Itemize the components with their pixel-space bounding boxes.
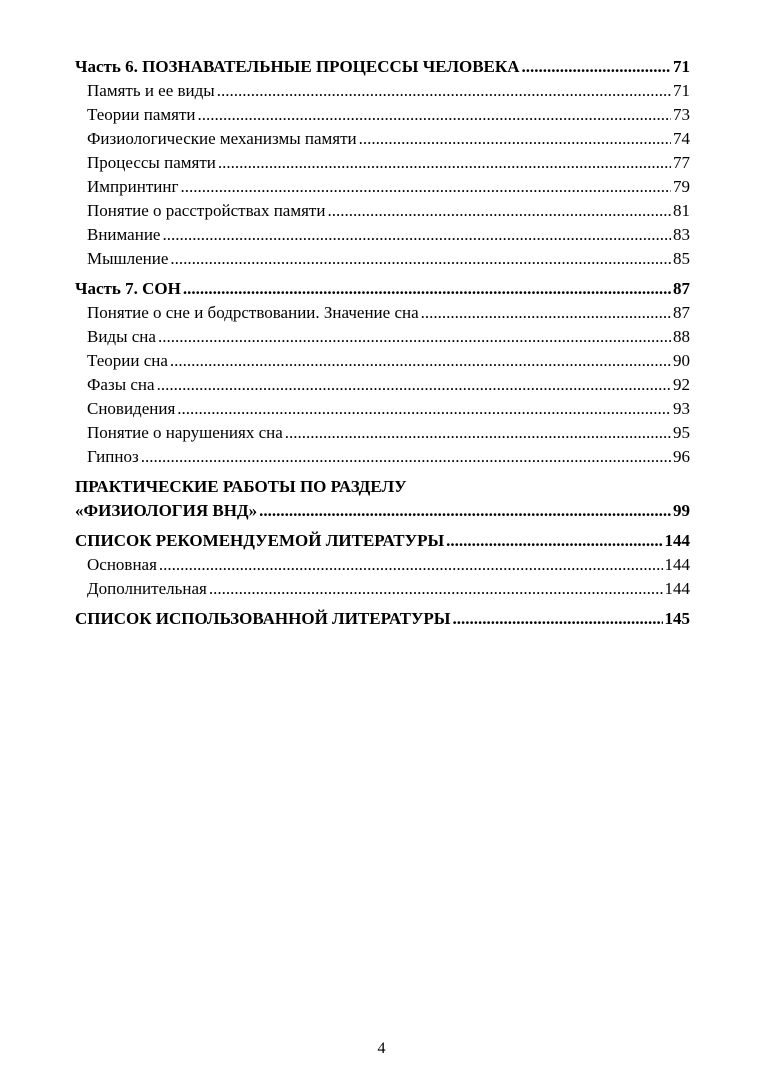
toc-entry [75, 325, 690, 349]
toc-entry-title: Гипноз [87, 447, 139, 466]
toc-leader-dots [180, 175, 671, 199]
toc-entry-page: 99 [673, 501, 690, 520]
toc-entry-page: 145 [664, 609, 690, 628]
toc-entry-title: Основная [87, 555, 157, 574]
toc-entry-page: 90 [673, 351, 690, 370]
table-of-contents [75, 55, 690, 631]
toc-entry-title: Дополнительная [87, 579, 207, 598]
toc-entry-page: 95 [673, 423, 690, 442]
toc-entry-title: Понятие о сне и бодрствовании. Значение сна [87, 303, 419, 322]
toc-entry-title: Теории сна [87, 351, 168, 370]
toc-leader-dots [453, 607, 663, 631]
toc-leader-dots [159, 553, 663, 577]
toc-entry [75, 175, 690, 199]
toc-entry-used [75, 607, 690, 631]
toc-entry-title: Понятие о нарушениях сна [87, 423, 283, 442]
toc-entry-page: 88 [673, 327, 690, 346]
page-number: 4 [377, 1040, 386, 1057]
toc-entry-title: СПИСОК ИСПОЛЬЗОВАННОЙ ЛИТЕРАТУРЫ [75, 609, 451, 628]
toc-entry-title: Физиологические механизмы памяти [87, 129, 357, 148]
toc-entry-title: Импринтинг [87, 177, 179, 196]
toc-leader-dots [162, 223, 671, 247]
toc-entry-page: 71 [673, 57, 690, 76]
toc-leader-dots [197, 103, 671, 127]
toc-entry [75, 151, 690, 175]
toc-entry-page: 87 [673, 279, 690, 298]
toc-entry-page: 83 [673, 225, 690, 244]
toc-entry [75, 247, 690, 271]
toc-entry-page: 71 [673, 81, 690, 100]
toc-entry-page: 79 [673, 177, 690, 196]
toc-entry-practical-line1: ПРАКТИЧЕСКИЕ РАБОТЫ ПО РАЗДЕЛУ [75, 477, 407, 496]
toc-entry [75, 223, 690, 247]
toc-entry-title: Виды сна [87, 327, 156, 346]
toc-entry-page: 144 [664, 579, 690, 598]
toc-entry-page: 93 [673, 399, 690, 418]
toc-entry [75, 445, 690, 469]
toc-entry-title: «ФИЗИОЛОГИЯ ВНД» [75, 501, 258, 520]
toc-entry [75, 349, 690, 373]
toc-entry-part7 [75, 277, 690, 301]
toc-leader-dots [522, 55, 672, 79]
toc-leader-dots [359, 127, 671, 151]
toc-entry-page: 85 [673, 249, 690, 268]
toc-leader-dots [158, 325, 671, 349]
toc-entry-recommended [75, 529, 690, 553]
toc-leader-dots [446, 529, 662, 553]
toc-entry [75, 103, 690, 127]
toc-leader-dots [259, 499, 671, 523]
toc-entry-page: 73 [673, 105, 690, 124]
toc-leader-dots [170, 349, 671, 373]
toc-entry [75, 127, 690, 151]
toc-entry [75, 199, 690, 223]
toc-entry-title: Часть 7. СОН [75, 279, 181, 298]
toc-leader-dots [209, 577, 663, 601]
toc-entry-page: 92 [673, 375, 690, 394]
toc-entry-title: Теории памяти [87, 105, 196, 124]
toc-entry-title: Процессы памяти [87, 153, 216, 172]
toc-entry-page: 74 [673, 129, 690, 148]
toc-leader-dots [327, 199, 671, 223]
toc-entry [75, 421, 690, 445]
toc-leader-dots [170, 247, 671, 271]
toc-entry-title: Сновидения [87, 399, 176, 418]
toc-entry-page: 144 [664, 555, 690, 574]
toc-entry-title: Понятие о расстройствах памяти [87, 201, 326, 220]
toc-entry-title: Память и ее виды [87, 81, 215, 100]
toc-leader-dots [141, 445, 671, 469]
toc-entry-page: 77 [673, 153, 690, 172]
toc-entry-title: Мышление [87, 249, 169, 268]
toc-entry [75, 553, 690, 577]
toc-entry-page: 87 [673, 303, 690, 322]
toc-entry-page: 96 [673, 447, 690, 466]
toc-entry-title: Фазы сна [87, 375, 155, 394]
toc-entry [75, 373, 690, 397]
toc-leader-dots [183, 277, 671, 301]
toc-entry [75, 79, 690, 103]
toc-entry-practical [75, 499, 690, 523]
toc-entry-title: СПИСОК РЕКОМЕНДУЕМОЙ ЛИТЕРАТУРЫ [75, 531, 445, 550]
toc-entry-part6 [75, 55, 690, 79]
toc-entry-page: 144 [664, 531, 690, 550]
toc-leader-dots [285, 421, 671, 445]
toc-entry [75, 397, 690, 421]
toc-leader-dots [177, 397, 671, 421]
toc-leader-dots [421, 301, 671, 325]
toc-leader-dots [218, 151, 671, 175]
toc-entry [75, 577, 690, 601]
toc-entry-title: Внимание [87, 225, 161, 244]
toc-leader-dots [157, 373, 671, 397]
toc-entry-page: 81 [673, 201, 690, 220]
toc-entry-title: Часть 6. ПОЗНАВАТЕЛЬНЫЕ ПРОЦЕССЫ ЧЕЛОВЕКА [75, 57, 520, 76]
toc-entry [75, 301, 690, 325]
toc-leader-dots [217, 79, 671, 103]
